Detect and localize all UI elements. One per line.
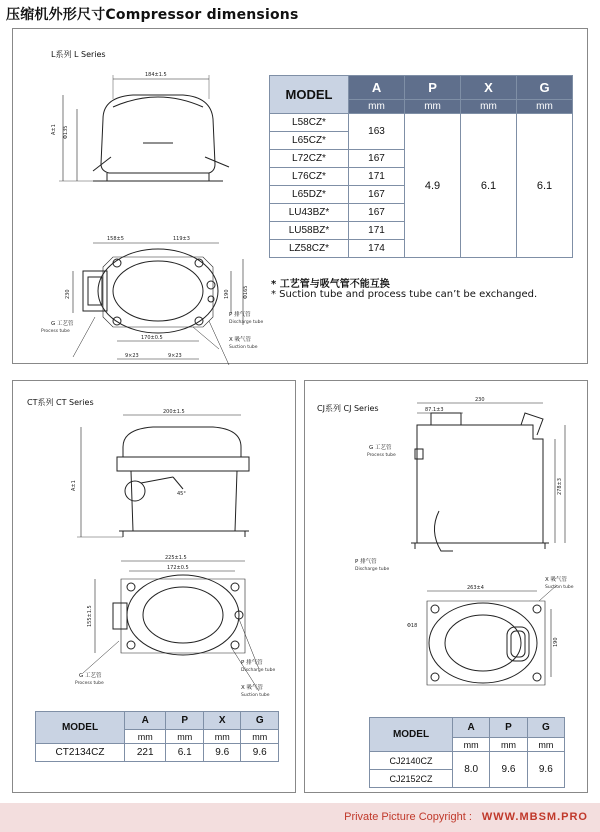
cj-series-drawing bbox=[311, 395, 581, 705]
cj-unit-g: mm bbox=[527, 738, 564, 752]
l-dim-158: 158±5 bbox=[107, 236, 124, 242]
ct-dim-a: A±1 bbox=[71, 480, 77, 491]
cj-dim-263: 263±4 bbox=[467, 585, 484, 591]
l-dim-width: 184±1.5 bbox=[145, 72, 167, 78]
ct-unit-p: mm bbox=[166, 730, 204, 744]
ct-dim-angle: 45° bbox=[177, 491, 186, 497]
cj-header-g: G bbox=[527, 718, 564, 738]
cj-cell-p: 9.6 bbox=[490, 752, 527, 788]
cj-header-p: P bbox=[490, 718, 527, 738]
cj-dim-190: 190 bbox=[553, 637, 559, 647]
cj-p-label-en: Discharge tube bbox=[355, 567, 390, 572]
cj-g-label-cn: G 工艺管 bbox=[369, 445, 392, 451]
ct-cell-g: 9.6 bbox=[241, 744, 279, 762]
cj-dim-phi18: Φ18 bbox=[407, 623, 418, 629]
ct-dim-172: 172±0.5 bbox=[167, 565, 189, 571]
l-dim-a: A±1 bbox=[51, 124, 57, 135]
l-series-label: L系列 L Series bbox=[51, 50, 106, 59]
page-title: 压缩机外形尺寸Compressor dimensions bbox=[6, 7, 299, 23]
l-note-cn: * 工艺管与吸气管不能互换 bbox=[271, 279, 390, 290]
ct-series-drawing bbox=[23, 407, 283, 707]
footer-text bbox=[344, 811, 588, 823]
cj-unit-p: mm bbox=[490, 738, 527, 752]
l-row-model: L65DZ* bbox=[270, 186, 349, 204]
ct-unit-a: mm bbox=[125, 730, 166, 744]
l-row-model: LU43BZ* bbox=[270, 204, 349, 222]
l-p-label-en: Discharge tube bbox=[229, 320, 264, 325]
l-dim-diam: Φ135 bbox=[63, 125, 69, 139]
ct-p-label-en: Discharge tube bbox=[241, 668, 276, 673]
cj-dim-87: 87.1±3 bbox=[425, 407, 444, 413]
l-cell-a: 171 bbox=[349, 168, 405, 186]
ct-dim-width: 200±1.5 bbox=[163, 409, 185, 415]
cj-header-model: MODEL bbox=[370, 718, 453, 752]
ct-x-label-en: Suction tube bbox=[241, 693, 270, 698]
l-dim-230: 230 bbox=[65, 289, 71, 299]
cj-cell-a: 8.0 bbox=[453, 752, 490, 788]
ct-header-model: MODEL bbox=[36, 712, 125, 744]
l-row-model: LU58BZ* bbox=[270, 222, 349, 240]
l-cell-a: 163 bbox=[349, 114, 405, 150]
l-unit-x: mm bbox=[461, 100, 517, 114]
cj-x-label-cn: X 吸气管 bbox=[545, 577, 568, 583]
l-row-model: L76CZ* bbox=[270, 168, 349, 186]
cj-series-table bbox=[369, 717, 565, 788]
l-dim-170: 170±0.5 bbox=[141, 335, 163, 341]
cj-unit-a: mm bbox=[453, 738, 490, 752]
ct-g-label-cn: G 工艺管 bbox=[79, 673, 102, 679]
l-dim-119: 119±3 bbox=[173, 236, 190, 242]
cj-series-label: CJ系列 CJ Series bbox=[317, 404, 379, 413]
l-row-model: LZ58CZ* bbox=[270, 240, 349, 258]
l-dim-165: Φ165 bbox=[243, 285, 249, 299]
l-header-a: A bbox=[349, 76, 405, 100]
l-dim-9x23-b: 9×23 bbox=[168, 353, 182, 359]
l-row-model: L65CZ* bbox=[270, 132, 349, 150]
l-cell-g: 6.1 bbox=[517, 114, 573, 258]
l-x-label-en: Suction tube bbox=[229, 345, 258, 350]
cj-cell-g: 9.6 bbox=[527, 752, 564, 788]
ct-unit-g: mm bbox=[241, 730, 279, 744]
ct-g-label-en: Process tube bbox=[75, 681, 104, 686]
ct-p-label-cn: P 排气管 bbox=[241, 660, 263, 666]
brand-link[interactable]: WWW.MBSM.PRO bbox=[481, 811, 588, 823]
l-dim-9x23-a: 9×23 bbox=[125, 353, 139, 359]
l-header-x: X bbox=[461, 76, 517, 100]
ct-series-table bbox=[35, 711, 279, 762]
cj-dim-278: 278±3 bbox=[557, 478, 563, 495]
ct-header-x: X bbox=[203, 712, 241, 730]
ct-header-p: P bbox=[166, 712, 204, 730]
ct-dim-225: 225±1.5 bbox=[165, 555, 187, 561]
ct-cell-a: 221 bbox=[125, 744, 166, 762]
l-series-panel bbox=[12, 28, 588, 364]
cj-row-model: CJ2152CZ bbox=[370, 770, 453, 788]
cj-x-label-en: Suction tube bbox=[545, 585, 574, 590]
l-g-label-cn: G 工艺管 bbox=[51, 321, 74, 327]
l-p-label-cn: P 排气管 bbox=[229, 312, 251, 318]
cj-p-label-cn: P 排气管 bbox=[355, 559, 377, 565]
l-unit-p: mm bbox=[405, 100, 461, 114]
l-cell-p: 4.9 bbox=[405, 114, 461, 258]
l-x-label-cn: X 吸气管 bbox=[229, 337, 252, 343]
l-series-table bbox=[269, 75, 573, 258]
l-row-model: L72CZ* bbox=[270, 150, 349, 168]
ct-header-a: A bbox=[125, 712, 166, 730]
cj-row-model: CJ2140CZ bbox=[370, 752, 453, 770]
ct-cell-x: 9.6 bbox=[203, 744, 241, 762]
l-note-en: * Suction tube and process tube can’t be exchanged. bbox=[271, 289, 538, 300]
l-header-model: MODEL bbox=[270, 76, 349, 114]
l-cell-a: 167 bbox=[349, 150, 405, 168]
ct-x-label-cn: X 吸气管 bbox=[241, 685, 264, 691]
l-unit-g: mm bbox=[517, 100, 573, 114]
l-dim-190: 190 bbox=[224, 289, 230, 299]
footer-bar bbox=[0, 803, 600, 832]
l-series-drawing bbox=[33, 59, 273, 369]
ct-header-g: G bbox=[241, 712, 279, 730]
l-row-model: L58CZ* bbox=[270, 114, 349, 132]
ct-series-label: CT系列 CT Series bbox=[27, 398, 94, 407]
l-cell-a: 171 bbox=[349, 222, 405, 240]
cj-header-a: A bbox=[453, 718, 490, 738]
cj-g-label-en: Process tube bbox=[367, 453, 396, 458]
l-header-p: P bbox=[405, 76, 461, 100]
l-unit-a: mm bbox=[349, 100, 405, 114]
ct-row-model: CT2134CZ bbox=[36, 744, 125, 762]
ct-cell-p: 6.1 bbox=[166, 744, 204, 762]
cj-dim-230: 230 bbox=[475, 397, 485, 403]
l-g-label-en: Process tube bbox=[41, 329, 70, 334]
l-header-g: G bbox=[517, 76, 573, 100]
l-cell-a: 174 bbox=[349, 240, 405, 258]
copyright-label: Private Picture Copyright : bbox=[344, 811, 472, 823]
ct-dim-155: 155±1.5 bbox=[87, 605, 93, 627]
l-cell-a: 167 bbox=[349, 204, 405, 222]
l-cell-a: 167 bbox=[349, 186, 405, 204]
cj-series-panel bbox=[304, 380, 588, 793]
ct-unit-x: mm bbox=[203, 730, 241, 744]
l-cell-x: 6.1 bbox=[461, 114, 517, 258]
ct-series-panel bbox=[12, 380, 296, 793]
